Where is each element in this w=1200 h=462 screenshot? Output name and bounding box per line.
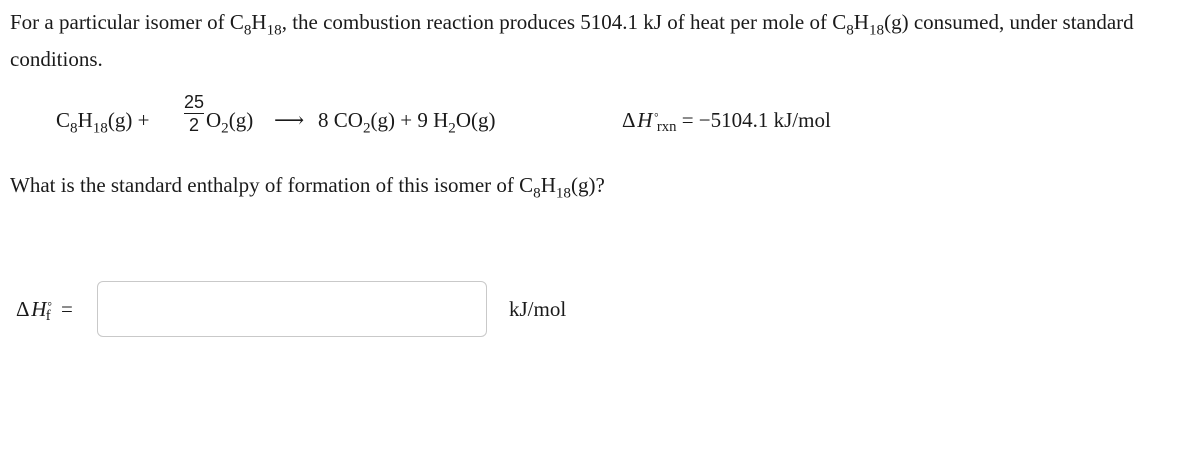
equation-products (318, 108, 496, 137)
reactant-h-subscript: 18 (92, 120, 108, 137)
enthalpy-answer-input[interactable] (97, 281, 487, 337)
intro-h-subscript-2: 18 (868, 22, 885, 39)
question-text (10, 170, 605, 200)
question-c-subscript: 8 (533, 185, 541, 202)
intro-text-2: , the combustion reaction produces 5104.1 kJ of heat per mole of C (281, 10, 847, 34)
fraction-denominator: 2 (188, 115, 199, 135)
intro-text-3: (g) consumed, under standard conditions. (10, 10, 1134, 71)
intro-h-subscript: 18 (266, 22, 282, 39)
reactant-h: H (77, 108, 93, 132)
label-degree: ° (47, 301, 52, 314)
product-co2-subscript: 2 (362, 120, 371, 137)
oxygen-coefficient-fraction (184, 92, 204, 135)
combustion-equation (56, 92, 956, 150)
product-h2o-rest: O(g) (455, 108, 496, 132)
equation-reactant-octane (56, 108, 150, 137)
answer-row (16, 281, 716, 341)
reaction-enthalpy (622, 108, 831, 136)
label-h: H (31, 297, 47, 321)
question-h-subscript: 18 (555, 185, 571, 202)
delta-h-rxn-value: = −5104.1 kJ/mol (681, 108, 831, 132)
reactant-c-subscript: 8 (70, 120, 78, 137)
reactant-c: C (56, 108, 71, 132)
rxn-subscript: rxn (656, 119, 677, 136)
oxygen-o: O (206, 108, 222, 132)
delta-symbol: Δ (622, 108, 636, 132)
product-co2: 8 CO (318, 108, 363, 132)
question-text-2: (g)? (570, 173, 605, 197)
label-equals: = (61, 297, 73, 321)
degree-symbol: ° (654, 112, 659, 125)
product-h2o-subscript: 2 (448, 120, 456, 137)
delta-hf-label (16, 297, 73, 325)
intro-h: H (251, 10, 267, 34)
label-subscript-group (45, 301, 55, 325)
delta-h-rxn-symbol (622, 108, 677, 136)
question-text-1: What is the standard enthalpy of formation of this isomer of C (10, 173, 534, 197)
intro-c-subscript: 8 (243, 22, 252, 39)
label-delta: Δ (16, 297, 30, 321)
reaction-arrow-icon: ⟶ (274, 108, 305, 132)
answer-unit: kJ/mol (509, 297, 567, 321)
oxygen-subscript: 2 (221, 120, 229, 137)
intro-c-subscript-2: 8 (846, 22, 854, 39)
problem-intro (10, 4, 1190, 78)
oxygen-state: (g) (228, 108, 254, 132)
reactant-state: (g) + (107, 108, 150, 132)
fraction-bar (184, 113, 204, 114)
question-h: H (540, 173, 556, 197)
equation-reactant-oxygen (206, 108, 254, 137)
label-f-subscript: f (45, 308, 51, 325)
product-co2-state: (g) + 9 H (370, 108, 449, 132)
h-symbol: H (637, 108, 653, 132)
intro-text-1: For a particular isomer of C (10, 10, 244, 34)
fraction-numerator: 25 (184, 92, 205, 112)
rxn-subscript-group (652, 112, 677, 136)
intro-h-2: H (853, 10, 869, 34)
